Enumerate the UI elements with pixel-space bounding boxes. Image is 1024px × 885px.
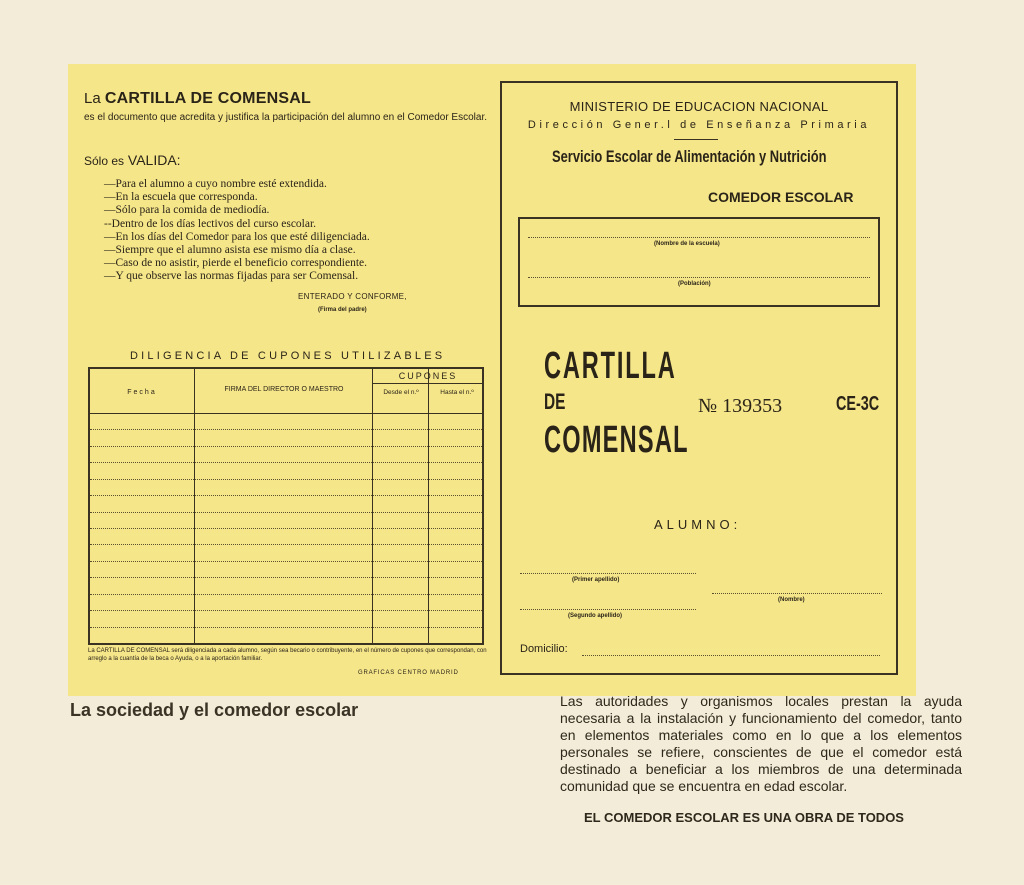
table-row <box>90 462 482 463</box>
primer-apellido-label: (Primer apellido) <box>572 577 620 583</box>
domicilio-line <box>582 655 880 656</box>
numero-value: 139353 <box>722 395 783 417</box>
table-row <box>90 528 482 529</box>
table-row <box>90 495 482 496</box>
escuela-box <box>518 217 880 307</box>
rule-item: —Sólo para la comida de mediodía. <box>104 204 270 217</box>
rule-item: —Para el alumno a cuyo nombre esté extendida. <box>104 178 327 190</box>
table-row <box>90 561 482 562</box>
rule-item: —Y que observe las normas fijadas para ser Comensal. <box>104 270 359 283</box>
poblacion-label: (Población) <box>678 281 711 287</box>
serial-number <box>698 395 782 418</box>
de-word: DE <box>544 389 566 414</box>
rule-item: —En la escuela que corresponda. <box>104 191 258 204</box>
nombre-escuela-label: (Nombre de la escuela) <box>654 241 720 247</box>
table-row <box>90 429 482 430</box>
header-firma: FIRMA DEL DIRECTOR O MAESTRO <box>224 386 344 393</box>
col-divider <box>194 369 195 643</box>
table-row <box>90 577 482 578</box>
table-row <box>90 627 482 628</box>
numero-symbol: № <box>698 395 718 417</box>
primer-apellido-line <box>520 573 696 574</box>
header-fecha: Fecha <box>127 389 157 396</box>
rule-item: --Dentro de los días lectivos del curso escolar. <box>104 217 317 230</box>
left-title <box>84 90 311 108</box>
cover-panel <box>500 81 898 675</box>
firma-padre: (Firma del padre) <box>318 307 367 313</box>
title-main: CARTILLA DE COMENSAL <box>104 90 311 107</box>
rule-item: —Siempre que el alumno asista ese mismo día a clase. <box>104 244 356 257</box>
header-hasta: Hasta el n.º <box>440 389 474 396</box>
header-cupones: CUPONES <box>398 371 458 381</box>
comensal-word: COMENSAL <box>544 419 689 461</box>
header-desde: Desde el n.º <box>383 389 419 396</box>
valida-word: VALIDA: <box>127 152 181 168</box>
enterado-conforme: ENTERADO Y CONFORME, <box>298 292 407 301</box>
col-divider <box>372 369 373 643</box>
segundo-apellido-line <box>520 609 696 610</box>
ministerio-title: MINISTERIO DE EDUCACION NACIONAL <box>569 99 829 114</box>
col-divider <box>428 369 429 643</box>
table-row <box>90 544 482 545</box>
escuela-line <box>528 237 870 238</box>
comedor-escolar-title: COMEDOR ESCOLAR <box>708 189 854 205</box>
table-row <box>90 512 482 513</box>
segundo-apellido-label: (Segundo apellido) <box>568 613 622 619</box>
header-bottom-line <box>90 413 482 414</box>
table-row <box>90 610 482 611</box>
valida-heading <box>84 152 181 168</box>
table-row <box>90 446 482 447</box>
domicilio-label: Domicilio: <box>520 643 568 655</box>
cartilla-word: CARTILLA <box>544 345 677 387</box>
cartilla-card <box>68 64 916 696</box>
footnote: La CARTILLA DE COMENSAL será diligenciada a cada alumno, según sea becario o contribuyente, en el número de cupones que correspondan, con arreglo a la cuantía de la beca o Ayuda, o a la aportación familiar. <box>88 648 487 662</box>
page-paragraph: Las autoridades y organismos locales prestan la ayuda necesaria a la instalación y funcionamiento del comedor, tanto en elementos materiales como en lo que a los elementos personales se refiere, conscientes de que el comedor está destinado a beneficiar a los miembros de una determinada comunidad que se encuentra en edad escolar. <box>560 693 962 794</box>
valida-prefix: Sólo es <box>84 154 125 168</box>
table-row <box>90 479 482 480</box>
page-heading: La sociedad y el comedor escolar <box>70 700 359 720</box>
poblacion-line <box>528 277 870 278</box>
rule-item: —Caso de no asistir, pierde el beneficio correspondiente. <box>104 257 367 270</box>
nombre-label: (Nombre) <box>778 597 805 603</box>
page-slogan: EL COMEDOR ESCOLAR ES UNA OBRA DE TODOS <box>584 810 904 825</box>
rules-list <box>104 178 504 284</box>
servicio-title: Servicio Escolar de Alimentación y Nutrición <box>552 147 827 166</box>
rule-item: —En los días del Comedor para los que esté diligenciada. <box>104 230 370 243</box>
divider <box>674 139 718 140</box>
printer-credit: GRAFICAS CENTRO MADRID <box>358 670 459 676</box>
cupones-table <box>88 367 484 645</box>
cupones-subline <box>372 383 482 384</box>
direccion-general: Dirección Gener.l de Enseñanza Primaria <box>527 119 871 131</box>
title-prefix: La <box>84 90 101 107</box>
nombre-line <box>712 593 882 594</box>
serie-code: CE-3C <box>836 393 880 415</box>
table-row <box>90 594 482 595</box>
description: es el documento que acredita y justifica la participación del alumno en el Comedor Escolar. <box>84 112 487 123</box>
alumno-label: ALUMNO: <box>654 517 742 532</box>
diligencia-title: DILIGENCIA DE CUPONES UTILIZABLES <box>130 350 446 362</box>
